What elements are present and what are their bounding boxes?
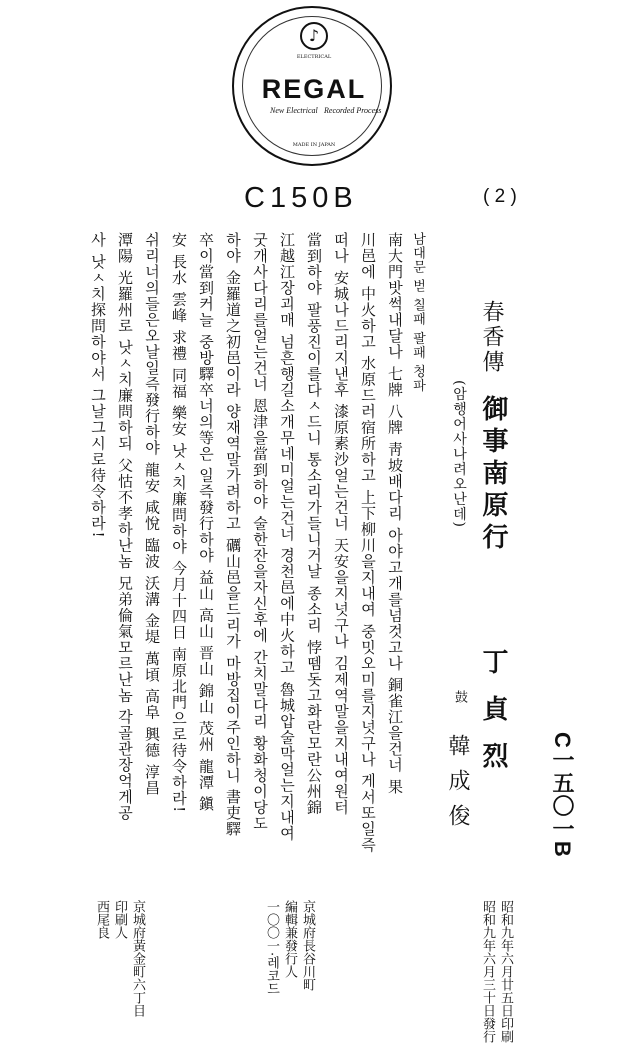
logo-sub-left: New Electrical: [270, 106, 318, 115]
lyric-line: 남대문 벋 칠패 팔패 청파: [410, 232, 425, 393]
logo-brand: REGAL: [261, 74, 367, 104]
publisher-address: 京城府長谷川町: [300, 900, 315, 991]
lyric-line: 江越江장괴매 넘흔행길소개무네미얼는건너 경천邑에中火하고 魯城압술막얼는지내여: [278, 232, 296, 842]
piece-subtitle: (암행어사나려오난데): [451, 380, 467, 528]
side-number: ( 2 ): [483, 186, 517, 207]
performer-2: 韓 成 俊: [445, 734, 470, 829]
lyric-line: 떠나 安城나드리지낸후 漆原素沙얼는건너 天安을지넛구나 김제역말을지내여원터: [332, 232, 350, 816]
logo-bottom-line: MADE IN JAPAN: [292, 142, 336, 148]
piece-title: 御事南原行: [478, 395, 508, 555]
series-title: 春香傳: [479, 300, 504, 375]
disc-number-vertical: C一五〇一B: [550, 732, 575, 858]
lyric-line: 굿개사다리를얼는건너 恩津을當到하야 술한잔을자신후에 간치말다리 황화청이당도: [251, 232, 269, 832]
lyric-line: 하야 金羅道之初邑이라 양재역말가려하고 礪山邑을드리가 마방집이주인하니 書吏驛: [224, 232, 242, 837]
music-note-icon: ♪: [300, 22, 328, 50]
printer-role: 印刷人: [112, 900, 127, 939]
printer-name: 西尾良: [94, 900, 109, 939]
lyric-line: 南大門밧썩내달나 七牌 八牌 靑坡배다리 아야고개를넘것고나 銅雀江을건너 果: [386, 232, 404, 795]
lyric-line: 卒이當到커늘 중방驛卒너의等은 일즉發行하야 益山 高山 晋山 錦山 茂州 龍潭 鎭: [197, 232, 215, 812]
lyric-line: 川邑에 中火하고 水原드러宿所하고 上下柳川을지내여 중밋오미를지넛구나 게서또일즉: [359, 232, 377, 853]
printer-address: 京城府黃金町六丁目: [130, 900, 145, 1017]
performer-1: 丁 貞 烈: [478, 648, 508, 775]
print-date: 昭和九年六月廿五日印刷: [498, 900, 513, 1043]
lyric-line: 安 長水 雲峰 求禮 同福 樂安 낫ㅅ치廉問하야 今月十四日 南原北門으로待令하라!: [170, 232, 188, 814]
lyric-line: 潭陽 光羅州로 낫ㅅ치廉問하되 父怙不孝하난놈 兄弟倫氣모르난놈 각골관장억게공: [116, 232, 134, 821]
regal-logo: [232, 6, 392, 166]
logo-top-line: ELECTRICAL: [296, 54, 332, 60]
lyric-line: 當到하야 팔풍진이를다ㅅ드니 통소리가들니거날 종소리 悖뗌돗고화란모란公州錦: [305, 232, 323, 816]
role-label: 鼓: [452, 690, 467, 704]
publisher-role: 編輯兼發行人: [282, 900, 297, 978]
catalog-number: C150B: [244, 182, 358, 214]
publisher-name: 一〇〇一·레코드: [264, 900, 279, 996]
publish-date: 昭和九年六月三十日發行: [480, 900, 495, 1043]
lyric-line: 쉬리너의들은오날일즉發行하야 龍安 咸悅 臨波 沃溝 金堤 萬頃 高阜 興德 淳昌: [143, 232, 161, 796]
lyric-line: 사 낫ㅅ치探問하야서 그날그시로待令하라!: [89, 232, 107, 539]
logo-sub-right: Recorded Process: [324, 106, 382, 115]
